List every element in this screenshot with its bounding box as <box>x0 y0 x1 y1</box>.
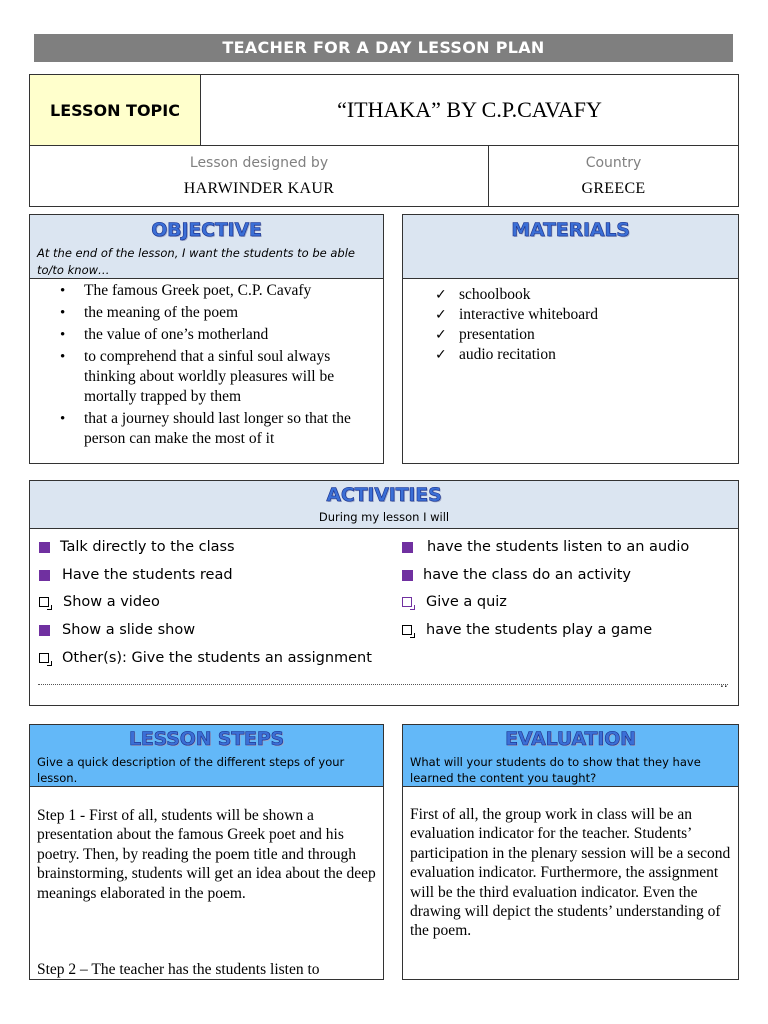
dotted-line-end: .. <box>720 676 728 690</box>
activity-item[interactable] <box>402 622 652 638</box>
lesson-steps-subtitle: Give a quick description of the different steps of your lesson. <box>37 755 345 785</box>
activity-item[interactable] <box>402 539 689 555</box>
country-cell <box>489 146 738 206</box>
list-item: • The famous Greek poet, C.P. Cavafy <box>52 281 372 301</box>
step-1-text: Step 1 - First of all, students will be shown a presentation about the famous Greek poet and his poetry. Then, by reading the poem title and through brainstorming, students will get an idea about the deep meanings elaborated in the poem. <box>37 807 376 902</box>
checkbox-checked-icon <box>39 542 50 553</box>
activity-label: Other(s): Give the students an assignment <box>62 650 372 666</box>
page-title: TEACHER FOR A DAY LESSON PLAN <box>34 34 733 62</box>
lesson-topic-value: “ITHAKA” BY C.P.CAVAFY <box>201 75 738 146</box>
checkbox-checked-icon <box>39 570 50 581</box>
objective-title: OBJECTIVE <box>151 219 262 241</box>
country-caption: Country <box>585 155 642 171</box>
evaluation-title: EVALUATION <box>505 728 636 750</box>
activity-item[interactable] <box>39 622 195 638</box>
activities-subtitle: During my lesson I will <box>318 510 450 524</box>
lesson-topic-label: LESSON TOPIC <box>30 75 201 146</box>
activity-label: Talk directly to the class <box>60 539 235 555</box>
checkbox-unchecked-icon <box>39 653 49 663</box>
activity-item[interactable] <box>402 594 507 610</box>
objective-subtitle: At the end of the lesson, I want the students to be able to/to know… <box>37 246 355 277</box>
activity-label: Show a video <box>63 594 160 610</box>
checkbox-unchecked-icon <box>39 597 49 607</box>
dotted-fill-line <box>38 684 728 685</box>
objective-list <box>52 281 372 451</box>
evaluation-text: First of all, the group work in class will be an evaluation indicator for the teacher. Students’ participation in the plenary session will be a second evaluation indicator. Furthermore, the assignment will be the third evaluation indicator. Even the drawing will depict the students’ understanding of the poem. <box>410 806 731 940</box>
activity-item[interactable] <box>39 567 233 583</box>
activity-item[interactable] <box>402 567 631 583</box>
designer-caption: Lesson designed by <box>189 155 329 171</box>
checkbox-checked-icon <box>39 625 50 636</box>
activity-label: Show a slide show <box>62 622 196 638</box>
activity-label: have the students listen to an audio <box>427 539 690 555</box>
checkbox-unchecked-icon <box>402 597 412 607</box>
activities-header <box>30 481 738 529</box>
activity-item[interactable] <box>39 594 160 610</box>
lesson-steps-title: LESSON STEPS <box>128 728 285 750</box>
checkbox-checked-icon <box>402 542 413 553</box>
activity-item[interactable] <box>39 539 235 555</box>
designer-name: HARWINDER KAUR <box>183 180 335 197</box>
materials-section <box>402 214 739 464</box>
list-item: ✓ interactive whiteboard <box>435 305 735 325</box>
objective-section <box>29 214 384 464</box>
objective-header <box>30 215 383 279</box>
checkbox-checked-icon <box>402 570 413 581</box>
list-item: ✓ presentation <box>435 325 735 345</box>
list-item: • to comprehend that a sinful soul always thinking about worldly pleasures will be mortally trapped by them <box>52 347 372 407</box>
evaluation-subtitle: What will your students do to show that they have learned the content you taught? <box>410 755 701 785</box>
lesson-steps-section <box>29 724 384 980</box>
evaluation-section <box>402 724 739 980</box>
activities-section <box>29 480 739 706</box>
activity-label: have the class do an activity <box>423 567 632 583</box>
activity-label: Have the students read <box>62 567 233 583</box>
activity-label: Give a quiz <box>426 594 507 610</box>
lesson-steps-header <box>30 725 383 787</box>
activities-title: ACTIVITIES <box>326 484 442 506</box>
designer-cell <box>30 146 489 206</box>
country-value: GREECE <box>581 180 646 197</box>
activity-item[interactable] <box>39 650 372 666</box>
list-item: • that a journey should last longer so that the person can make the most of it <box>52 409 372 449</box>
list-item: ✓ audio recitation <box>435 345 735 365</box>
evaluation-header <box>403 725 738 787</box>
list-item: • the value of one’s motherland <box>52 325 372 345</box>
step-2-text: Step 2 – The teacher has the students listen to <box>37 961 320 978</box>
materials-header <box>403 215 738 279</box>
materials-list <box>435 285 735 365</box>
checkbox-unchecked-icon <box>402 625 412 635</box>
materials-title: MATERIALS <box>511 219 630 241</box>
lesson-topic-table <box>29 74 739 207</box>
activity-label: have the students play a game <box>426 622 653 638</box>
list-item: ✓ schoolbook <box>435 285 735 305</box>
list-item: • the meaning of the poem <box>52 303 372 323</box>
